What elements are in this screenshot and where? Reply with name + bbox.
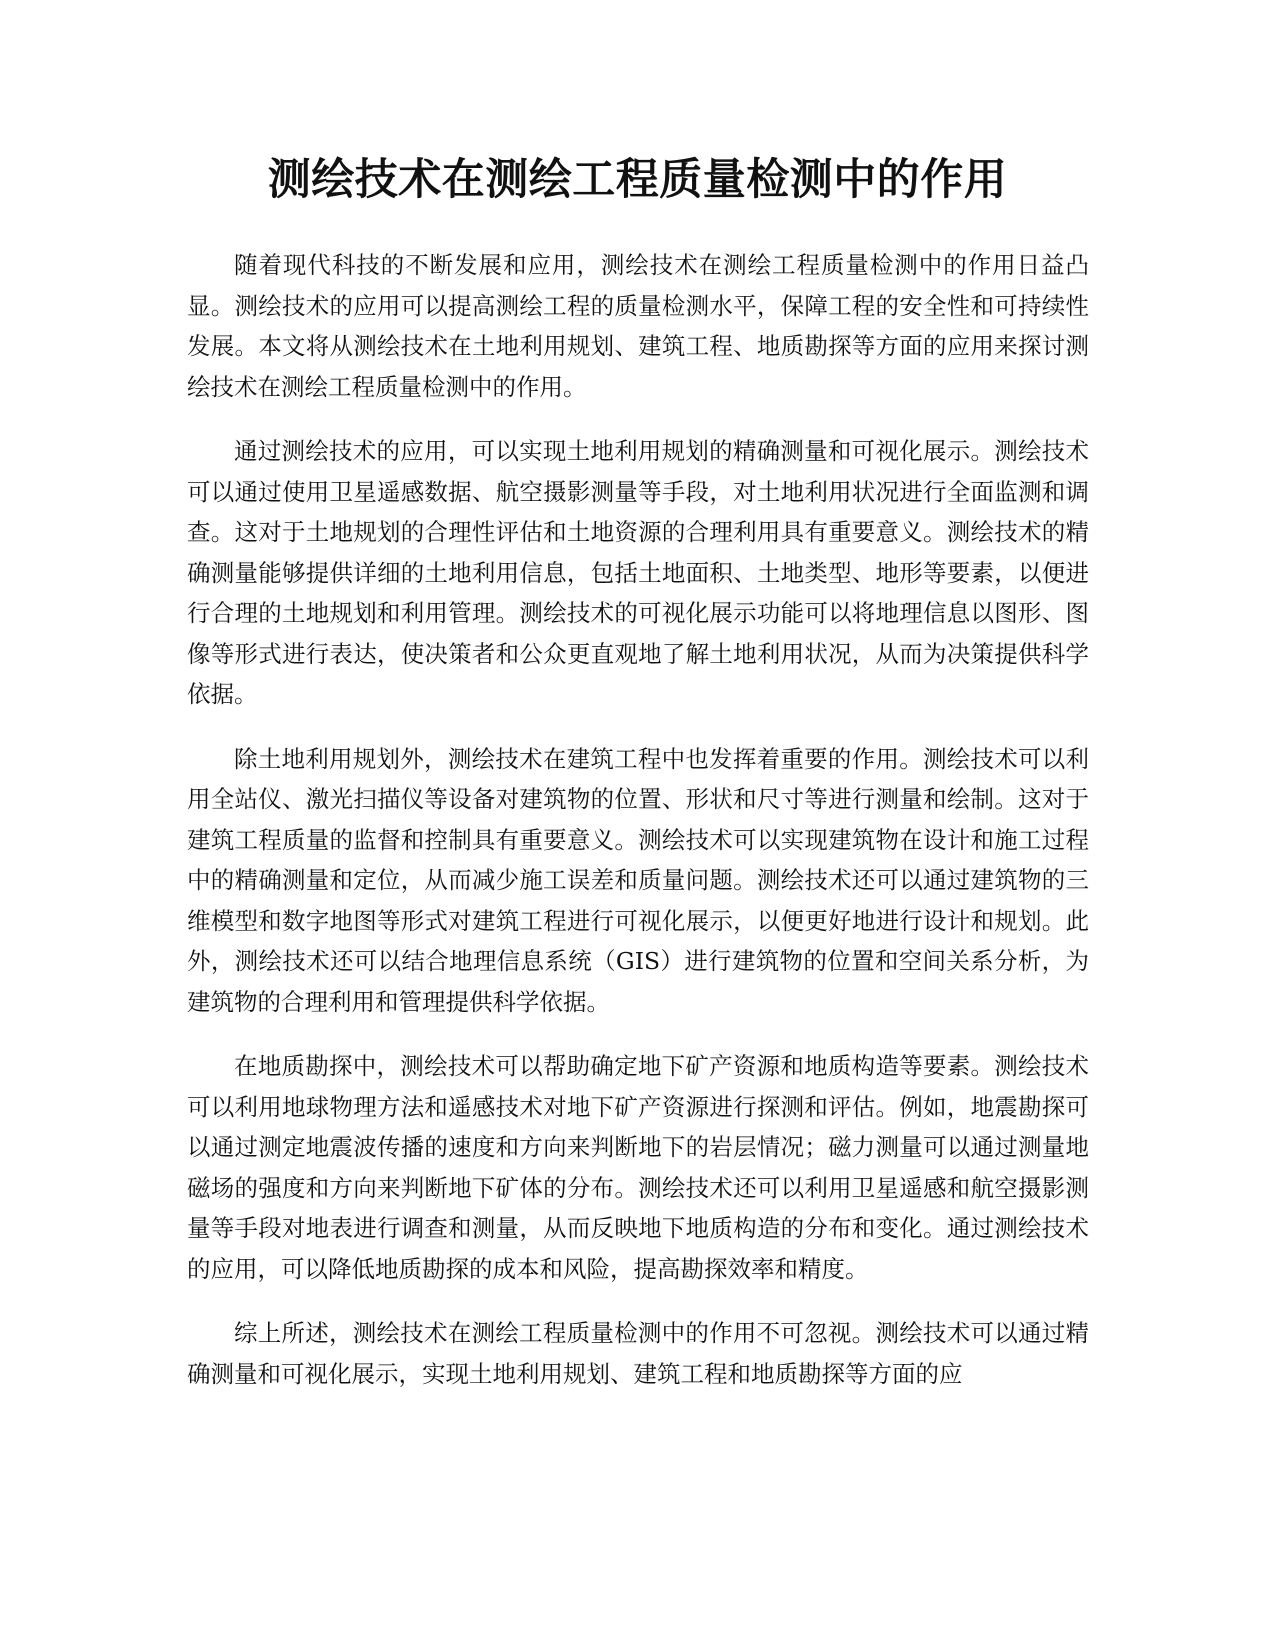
paragraph-conclusion: 综上所述，测绘技术在测绘工程质量检测中的作用不可忽视。测绘技术可以通过精确测量和可视化展示，实现土地利用规划、建筑工程和地质勘探等方面的应 [187, 1319, 1089, 1388]
document-body [187, 245, 1089, 1418]
document-title: 测绘技术在测绘工程质量检测中的作用 [267, 155, 1008, 205]
paragraph-intro: 随着现代科技的不断发展和应用，测绘技术在测绘工程质量检测中的作用日益凸显。测绘技术的应用可以提高测绘工程的质量检测水平，保障工程的安全性和可持续性发展。本文将从测绘技术在土地利用规划、建筑工程、地质勘探等方面的应用来探讨测绘技术在测绘工程质量检测中的作用。 [187, 251, 1089, 401]
paragraph-construction: 除土地利用规划外，测绘技术在建筑工程中也发挥着重要的作用。测绘技术可以利用全站仪、激光扫描仪等设备对建筑物的位置、形状和尺寸等进行测量和绘制。这对于建筑工程质量的监督和控制具有重要意义。测绘技术可以实现建筑物在设计和施工过程中的精确测量和定位，从而减少施工误差和质量问题。测绘技术还可以通过建筑物的三维模型和数字地图等形式对建筑工程进行可视化展示，以便更好地进行设计和规划。此外，测绘技术还可以结合地理信息系统（GIS）进行建筑物的位置和空间关系分析，为建筑物的合理利用和管理提供科学依据。 [187, 744, 1089, 1016]
paragraph-geology: 在地质勘探中，测绘技术可以帮助确定地下矿产资源和地质构造等要素。测绘技术可以利用地球物理方法和遥感技术对地下矿产资源进行探测和评估。例如，地震勘探可以通过测定地震波传播的速度和方向来判断地下的岩层情况；磁力测量可以通过测量地磁场的强度和方向来判断地下矿体的分布。测绘技术还可以利用卫星遥感和航空摄影测量等手段对地表进行调查和测量，从而反映地下地质构造的分布和变化。通过测绘技术的应用，可以降低地质勘探的成本和风险，提高勘探效率和精度。 [187, 1052, 1089, 1283]
paragraph-land-planning: 通过测绘技术的应用，可以实现土地利用规划的精确测量和可视化展示。测绘技术可以通过使用卫星遥感数据、航空摄影测量等手段，对土地利用状况进行全面监测和调查。这对于土地规划的合理性评估和土地资源的合理利用具有重要意义。测绘技术的精确测量能够提供详细的土地利用信息，包括土地面积、土地类型、地形等要素，以便进行合理的土地规划和利用管理。测绘技术的可视化展示功能可以将地理信息以图形、图像等形式进行表达，使决策者和公众更直观地了解土地利用状况，从而为决策提供科学依据。 [187, 437, 1089, 708]
